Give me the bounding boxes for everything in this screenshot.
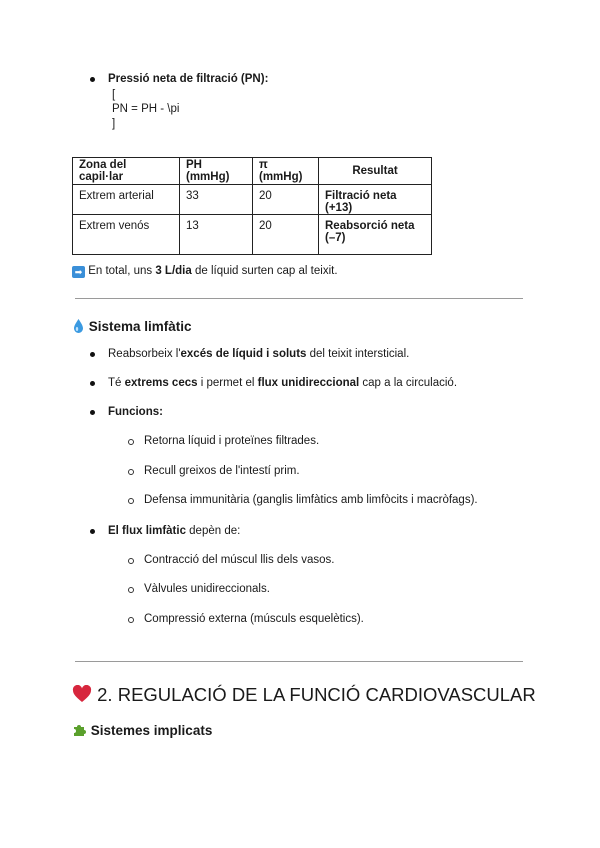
list-item: Té extrems cecs i permet el flux unidireccional cap a la circulació. <box>108 377 458 389</box>
divider <box>75 661 523 662</box>
puzzle-icon <box>72 722 87 737</box>
table-cell: Extrem venós <box>73 215 180 255</box>
bullet <box>90 410 95 415</box>
formula-bracket-open: [ <box>112 89 116 101</box>
section2-heading <box>72 684 536 706</box>
table-header-row <box>73 158 432 185</box>
list-item: Vàlvules unidireccionals. <box>144 583 270 595</box>
bullet <box>90 529 95 534</box>
sub-bullet <box>128 498 134 504</box>
table-cell: 33 <box>180 185 253 215</box>
section2-title: 2. REGULACIÓ DE LA FUNCIÓ CARDIOVASCULAR <box>97 684 536 705</box>
table-cell: 20 <box>253 185 319 215</box>
list-item: El flux limfàtic depèn de: <box>108 525 241 537</box>
table-header: PH (mmHg) <box>180 158 253 185</box>
list-item: Contracció del múscul llis dels vasos. <box>144 554 335 566</box>
list-item: Retorna líquid i proteïnes filtrades. <box>144 435 320 447</box>
list-item: Funcions: <box>108 406 163 418</box>
bullet <box>90 77 95 82</box>
table-header: Zona del capil·lar <box>73 158 180 185</box>
arrow-right-icon: ➡ <box>72 266 85 278</box>
table-header: Resultat <box>319 158 432 185</box>
heart-icon <box>72 685 92 703</box>
limfatic-title: Sistema limfàtic <box>88 319 192 334</box>
list-item: Compressió externa (músculs esquelètics). <box>144 613 364 625</box>
total-post: de líquid surten cap al teixit. <box>191 265 338 277</box>
pressure-table <box>72 157 432 255</box>
droplet-icon <box>72 318 85 334</box>
table-cell: 13 <box>180 215 253 255</box>
formula: PN = PH - \pi <box>112 103 180 115</box>
table-cell: Filtració neta (+13) <box>319 185 432 215</box>
table-cell: Reabsorció neta (–7) <box>319 215 432 255</box>
sub-bullet <box>128 558 134 564</box>
total-pre: En total, uns <box>88 265 156 277</box>
subsection-heading <box>72 722 212 738</box>
divider <box>75 298 523 299</box>
total-line <box>72 263 338 279</box>
sub-bullet <box>128 469 134 475</box>
list-item: Recull greixos de l'intestí prim. <box>144 465 300 477</box>
sub-bullet <box>128 617 134 623</box>
table-cell: 20 <box>253 215 319 255</box>
sub-bullet <box>128 587 134 593</box>
table-header: π (mmHg) <box>253 158 319 185</box>
sub-bullet <box>128 439 134 445</box>
formula-bracket-close: ] <box>112 118 116 130</box>
table-row <box>73 215 432 255</box>
total-bold: 3 L/dia <box>155 265 192 277</box>
subsection-title: Sistemes implicats <box>90 723 213 738</box>
table-row <box>73 185 432 215</box>
limfatic-heading <box>72 318 192 334</box>
list-item: Defensa immunitària (ganglis limfàtics amb limfòcits i macròfags). <box>144 494 478 506</box>
list-item: Reabsorbeix l'excés de líquid i soluts del teixit intersticial. <box>108 348 410 360</box>
pressio-label: Pressió neta de filtració (PN): <box>108 73 269 85</box>
bullet <box>90 352 95 357</box>
table-cell: Extrem arterial <box>73 185 180 215</box>
bullet <box>90 381 95 386</box>
